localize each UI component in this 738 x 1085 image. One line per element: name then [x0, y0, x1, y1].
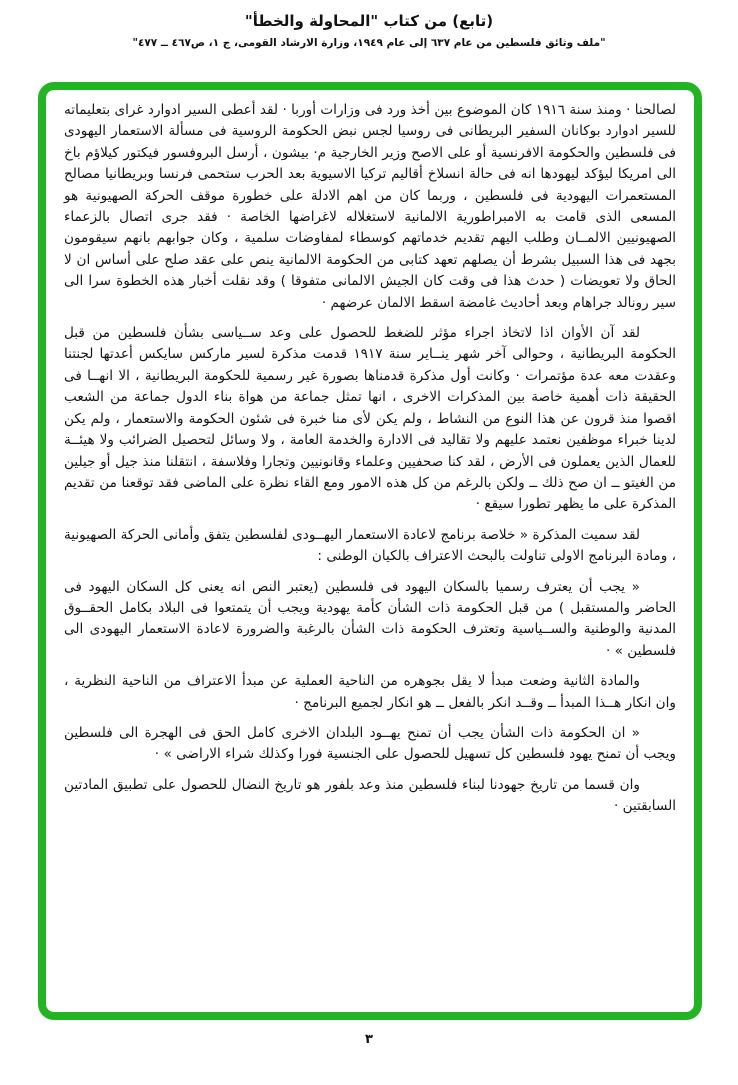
- document-title: (تابع) من كتاب "المحاولة والخطأ": [244, 12, 494, 30]
- paragraph-1: لصالحنا · ومنذ سنة ١٩١٦ كان الموضوع بين أخذ ورد فى وزارات أوربا · لقد أعطى السير ادوارد غراى بتعليماته للسير ادوارد بوكانان السفير البريطانى فى روسيا لجس نبض الحكومة الروسية فى مسألة الاستعمار اليهودى فى فلسطين والحكومة الافرنسية أو على الاصح وزير الخارجية م· بيشون ، أرسل البروفسور فيكتور كيلاؤم باخ الى امريكا ليؤكد ليهودها انه فى حالة انسلاخ أقاليم تركيا الاسيوية بعد الحرب ستحمى فرنسا وبريطانيا مصالح المستعمرات اليهودية فى فلسطين ، وربما كان من اهم الادلة على خطورة موقف الحركة الصهيونية هو المسعى الذى قامت به الامبراطورية الالمانية لاستغلاله لاغراضها الخاصة · فقد جرى اتصال بالزعماء الصهيونيين الالمــان وطلب اليهم تقديم خدماتهم كوسطاء لمفاوضات سلمية ، وكان جوابهم بانهم سيقومون بجهد فى هذا السبيل بشرط أن يصلهم تعهد كتابى من الحكومة الالمانية ينص على عقد صلح على أساس ان لا الحاق ولا تعويضات ( حدث هذا فى وقت كان الجيش الالمانى متفوقا ) وقد نقلت أخبار هذه الخطوة سرا الى سير رونالد جراهام وبعد أحاديث غامضة اسقط الالمان عرضهم ·: [64, 102, 677, 311]
- page-number: ٣: [365, 1032, 373, 1047]
- paragraph-2: لقد آن الأوان اذا لاتخاذ اجراء مؤثر للضغط للحصول على وعد ســياسى بشأن فلسطين من قبل الحكومة البريطانية ، وحوالى آخر شهر ينــاير سنة ١٩١٧ قدمت مذكرة لسير ماركس سايكس أعدتها لجنتنا وعقدت معه عدة مؤتمرات · وكانت أول مذكرة قدمناها بصورة غير رسمية للحكومة البريطانية ، الا انهــا فى الحقيقة ذات أهمية خاصة بين المذكرات الاخرى ، انها تمثل جماعة من هواة بناء الدول جماعة من الشعب اقصوا منذ قرون عن هذا النوع من النشاط ، ولم يكن لأى منا خبرة فى شئون الحكومة والاستعمار ، ولم يكن لدينا خبراء موظفين نعتمد عليهم ولا تقاليد فى الادارة والخدمة العامة ، ولا وسائل لتحصيل الضرائب ولا هيئــة للعمال الذين يعملون فى الأرض ، لقد كنا صحفيين وعلماء وقانونيين وتجارا وفلاسفة ، انتقلنا منذ جيل أو جيلين من الغيتو ــ ان صح ذلك ــ ولكن بالرغم من كل هذه الامور ومع القاء نظرة على الماضى فقد توقعنا من تقديم المذكرة على ما يظهر تطورا سيقع ·: [64, 325, 676, 513]
- paragraph-4-quote: « يجب أن يعترف رسميا بالسكان اليهود فى فلسطين (يعتبر النص انه يعنى كل السكان اليهود فى الحاضر والمستقبل ) من قبل الحكومة ذات الشأن كأمة يهودية ويجب أن يتمتعوا فى البلاد بكامل الحقــوق المدنية والوطنية والســياسية وتعترف الحكومة ذات الشأن بالرغبة والضرورة لاعادة الاستعمار اليهودى الى فلسطين » ·: [64, 578, 676, 659]
- document-body-text: [46, 90, 694, 1012]
- paragraph-7: وان قسما من تاريخ جهودنا لبناء فلسطين منذ وعد بلفور هو تاريخ النضال للحصول على تطبيق المادتين السابقتين ·: [64, 776, 676, 815]
- green-border-frame: [38, 82, 702, 1020]
- document-header: [0, 12, 738, 49]
- document-source-subtitle: "ملف وثائق فلسطين من عام ٦٣٧ إلى عام ١٩٤٩، وزارة الارشاد القومى، ج ١، ص٤٦٧ ــ ٤٧٧": [132, 37, 606, 49]
- paragraph-3: لقد سميت المذكرة « خلاصة برنامج لاعادة الاستعمار اليهــودى لفلسطين يتفق وأمانى الحركة الصهيونية ، ومادة البرنامج الاولى تناولت بالبحث الاعتراف بالكيان الوطنى :: [64, 526, 676, 565]
- paragraph-6-quote: « ان الحكومة ذات الشأن يجب أن تمنح يهــود البلدان الاخرى كامل الحق فى الهجرة الى فلسطين ويجب أن تمنح يهود فلسطين كل تسهيل للحصول على الجنسية فورا وكذلك شراء الاراضى » ·: [64, 724, 676, 763]
- paragraph-5: والمادة الثانية وضعت مبدأ لا يقل بجوهره من الناحية العملية عن مبدأ الاعتراف من الناحية النظرية ، وان انكار هــذا المبدأ ــ وقــد انكر بالفعل ــ هو انكار لجميع البرنامج ·: [64, 673, 676, 711]
